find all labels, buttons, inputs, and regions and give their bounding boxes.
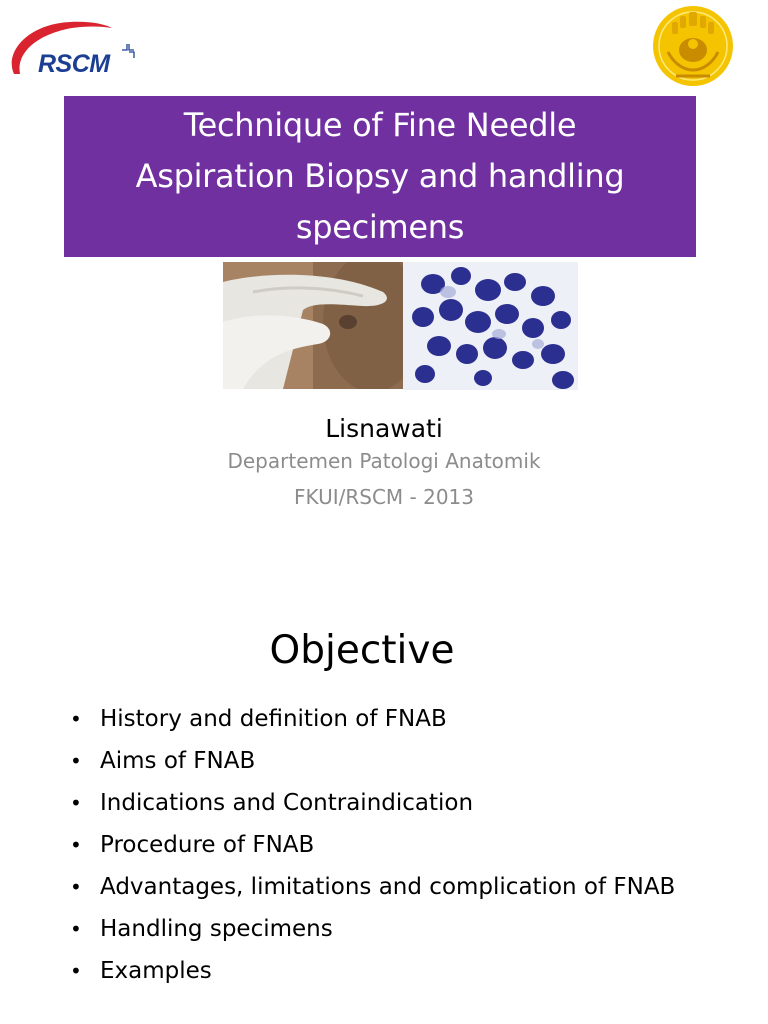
university-emblem-icon <box>650 4 736 88</box>
list-item <box>70 744 750 779</box>
bullet-icon: • <box>70 833 82 857</box>
list-item-text: Handling specimens <box>100 916 333 942</box>
objective-heading: Objective <box>269 628 455 673</box>
list-item <box>70 912 750 947</box>
bullet-icon: • <box>70 749 82 773</box>
list-item-text: Aims of FNAB <box>100 748 256 774</box>
list-item <box>70 702 750 737</box>
department: Departemen Patologi Anatomik <box>227 449 541 473</box>
rscm-wordmark: RSCM <box>38 50 110 78</box>
medical-cross-icon <box>120 42 140 62</box>
cytology-smear-photo <box>403 262 578 390</box>
bullet-icon: • <box>70 791 82 815</box>
title-banner <box>64 96 696 257</box>
list-item <box>70 828 750 863</box>
fnab-procedure-photo <box>223 262 403 389</box>
rscm-logo <box>8 12 138 82</box>
objective-list <box>70 702 750 996</box>
list-item-text: History and definition of FNAB <box>100 706 447 732</box>
presentation-title: Technique of Fine Needle Aspiration Biopsy and handling specimens <box>135 106 625 246</box>
list-item-text: Examples <box>100 958 212 984</box>
list-item <box>70 870 750 905</box>
bullet-icon: • <box>70 917 82 941</box>
bullet-icon: • <box>70 875 82 899</box>
list-item-text: Advantages, limitations and complication of FNAB <box>100 874 676 900</box>
list-item-text: Procedure of FNAB <box>100 832 315 858</box>
list-item <box>70 954 750 989</box>
list-item <box>70 786 750 821</box>
author-name: Lisnawati <box>325 414 443 443</box>
affiliation-year: FKUI/RSCM - 2013 <box>294 485 474 509</box>
bullet-icon: • <box>70 707 82 731</box>
bullet-icon: • <box>70 959 82 983</box>
list-item-text: Indications and Contraindication <box>100 790 474 816</box>
